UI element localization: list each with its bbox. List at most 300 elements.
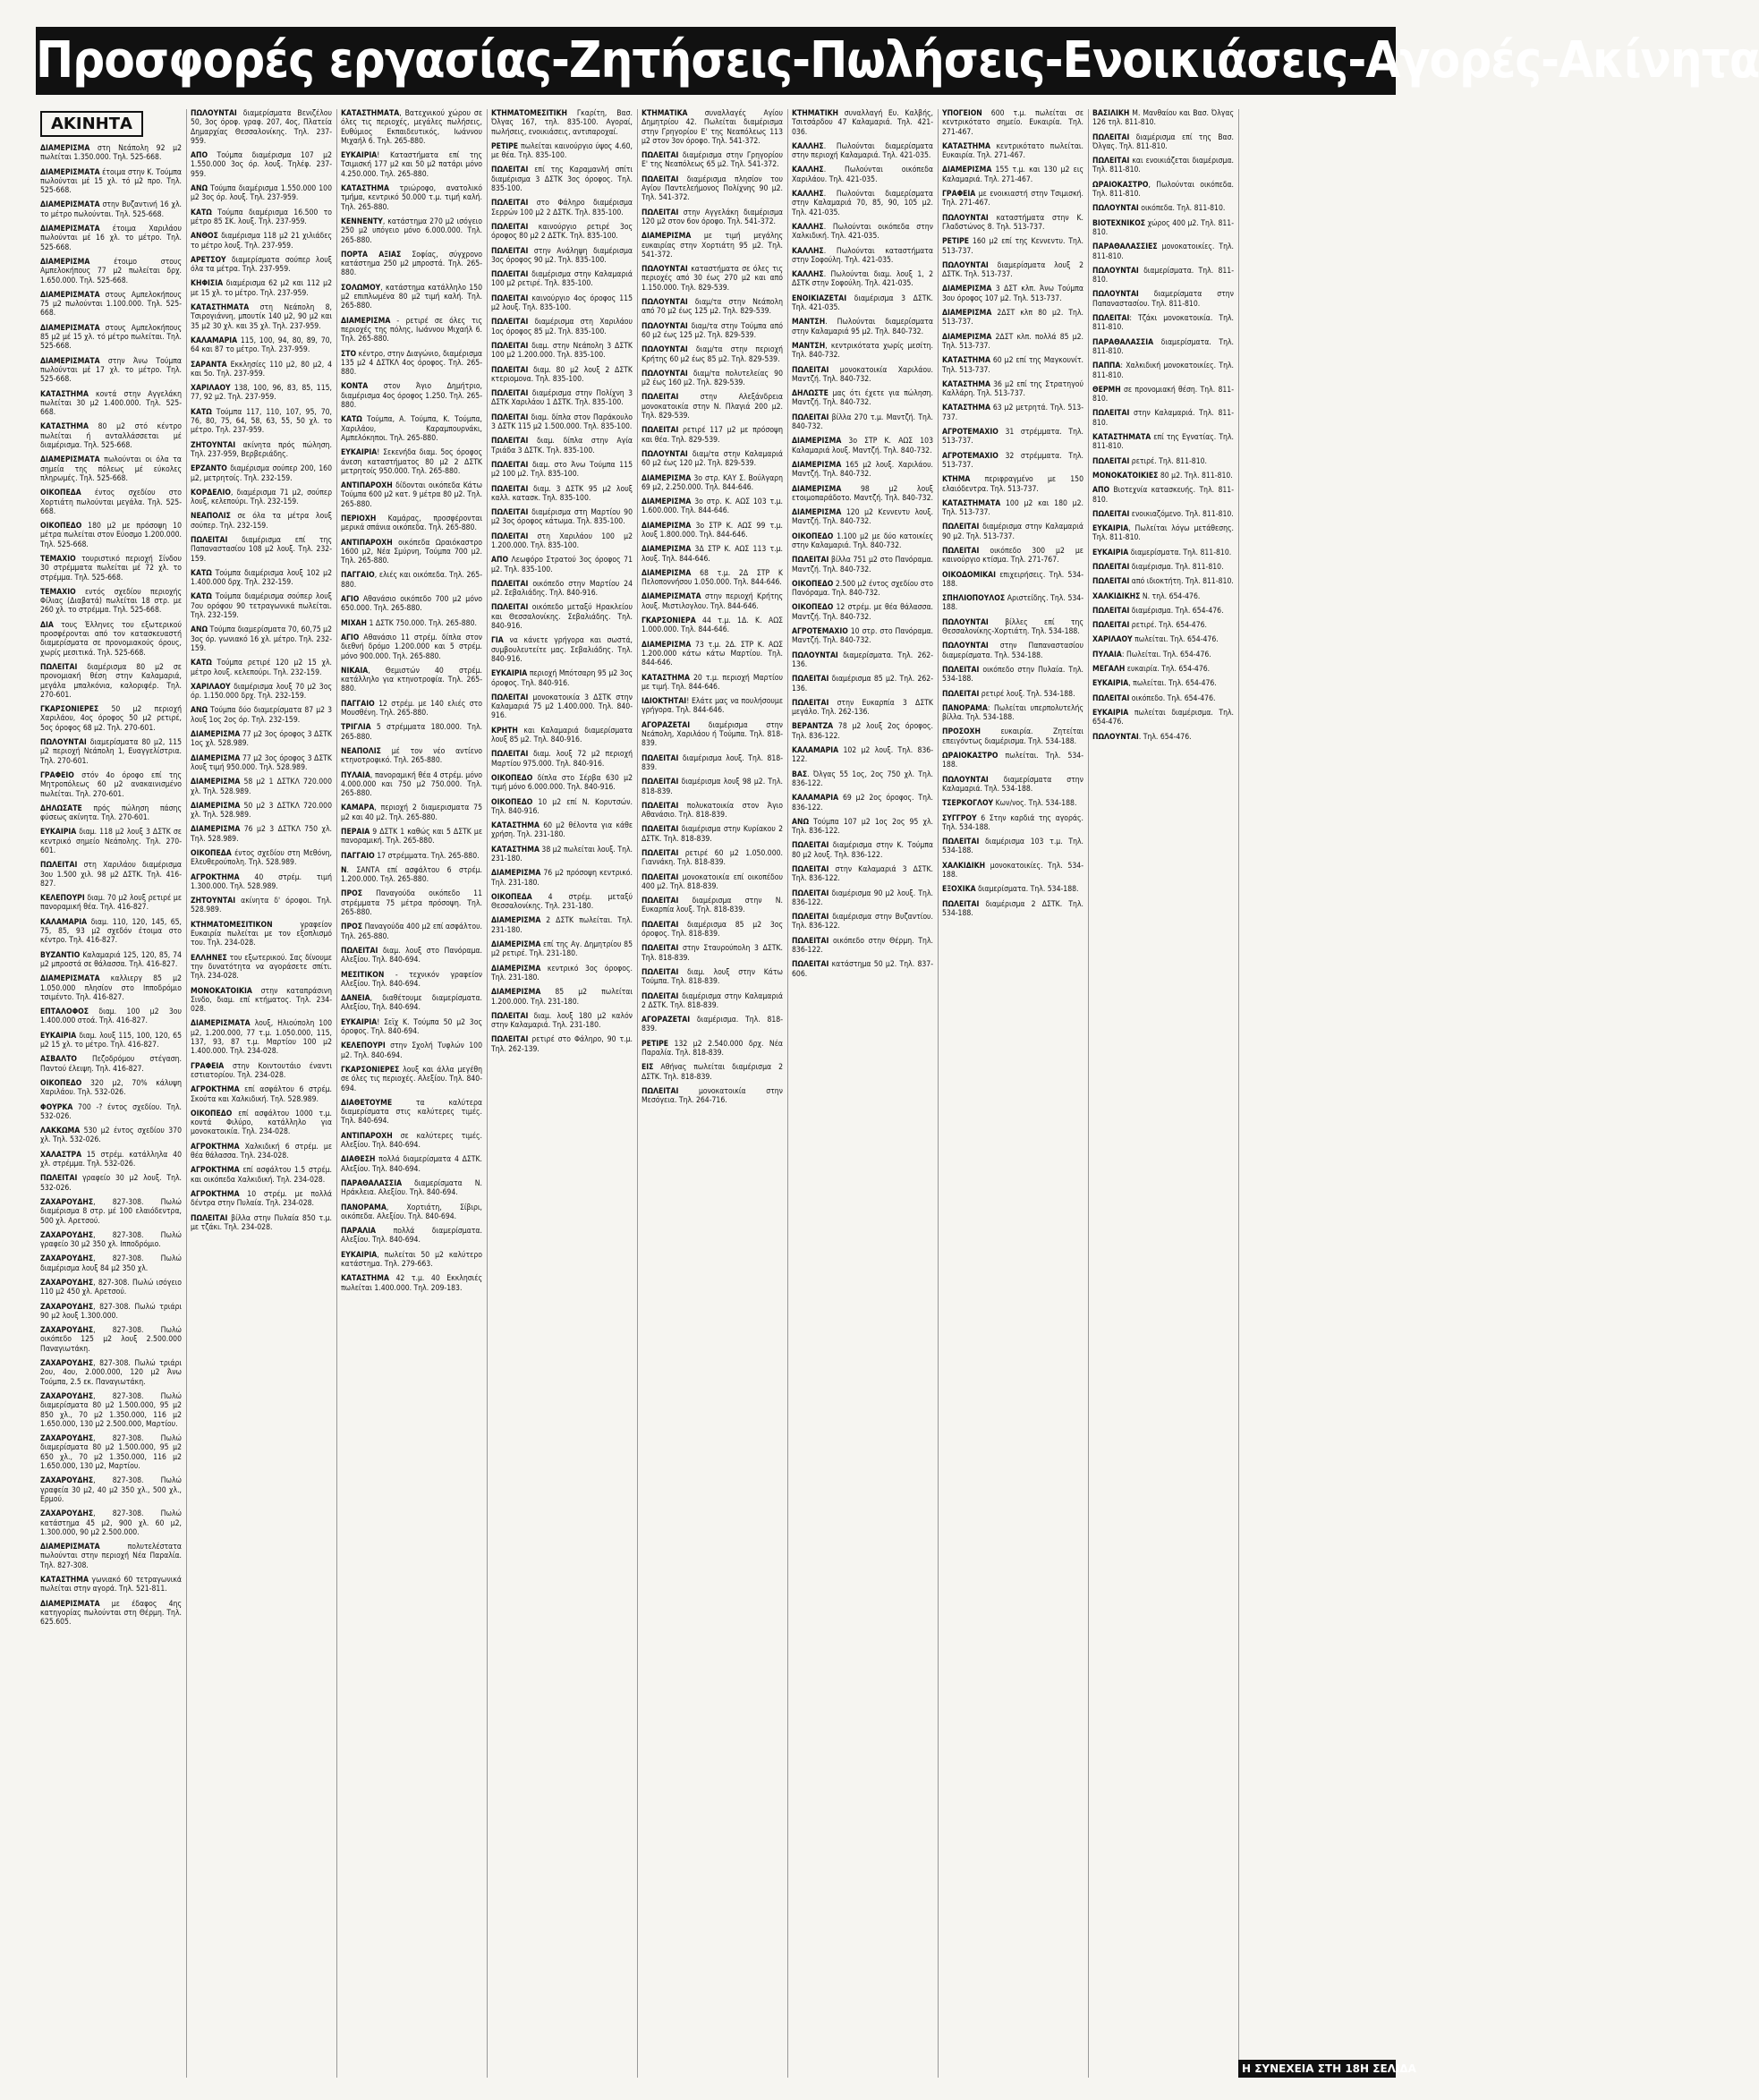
- classified-ad: ΣΟΛΩΜΟΥ, κατάστημα κατάλληλο 150 μ2 επιπλωμένα 80 μ2 τιμή καλή. Τηλ. 265-880.: [341, 283, 482, 311]
- classified-ad: ΚΤΗΜΑΤΙΚΗ συναλλαγή Ευ. Καλβής, Τσιτσάρδου 47 Καλαμαριά. Τηλ. 421-036.: [792, 109, 933, 137]
- classified-ad: ΠΩΛΕΙΤΑΙ οικόπεδο. Τηλ. 654-476.: [1092, 693, 1216, 703]
- classified-ad: ΠΩΛΕΙΤΑΙ καινούργιο 4ος όροφος 115 μ2 λουξ. Τηλ. 835-100.: [491, 293, 633, 313]
- classified-ad: ΝΕΑΠΟΛΙΣ μέ τον νέο αντίενο κτηνοτροφικό. Τηλ. 265-880.: [341, 746, 482, 766]
- section-heading: ΑΚΙΝΗΤΑ: [40, 111, 143, 137]
- classified-ad: ΘΕΡΜΗ σε προνομιακή θέση. Τηλ. 811-810.: [1092, 385, 1234, 404]
- classified-ad: ΠΡΟΣ Παναγούδα 400 μ2 επί ασφάλτου. Τηλ. 265-880.: [341, 922, 482, 941]
- classified-ad: ΧΑΛΚΙΔΙΚΗ μονοκατοικίες. Τηλ. 534-188.: [942, 861, 1083, 880]
- classified-ad: ΠΩΛΕΙΤΑΙ στην Καλαμαριά 3 ΔΣΤΚ. Τηλ. 836-122.: [792, 865, 933, 884]
- classified-ad: ΠΩΛΕΙΤΑΙ στην Καλαμαριά. Τηλ. 811-810.: [1092, 409, 1234, 428]
- classified-ad: ΠΩΛΕΙΤΑΙ μονοκατοικία επί οικοπέδου 400 μ2. Τηλ. 818-839.: [642, 872, 783, 891]
- continued-note: Η ΣΥΝΕΧΕΙΑ ΣΤΗ 18Η ΣΕΛΙΔΑ: [1238, 2060, 1396, 2078]
- classified-ad: ΚΑΤΑΣΤΗΜΑ 38 μ2 πωλείται λουξ. Τηλ. 231-180.: [491, 845, 633, 863]
- classified-ad: ΠΩΛΕΙΤΑΙ οικόπεδο στην Μαρτίου 24 μ2. Σεβαλιάδης. Τηλ. 840-916.: [491, 579, 633, 599]
- classified-ad: ΠΩΛΕΙΤΑΙ ρετιρέ λουξ. Τηλ. 534-188.: [942, 689, 1075, 699]
- classified-ad: ΠΩΛΕΙΤΑΙ στο Φάληρο διαμέρισμα Σερρών 100 μ2 2 ΔΣΤΚ. Τηλ. 835-100.: [491, 199, 633, 217]
- classified-ad: ΚΡΗΤΗ και Καλαμαριά διαμερίσματα λουξ 85 μ2. Τηλ. 840-916.: [491, 726, 633, 745]
- classified-ad: ΠΩΛΕΙΤΑΙ διαμέρισμα στην Βυζαντίου. Τηλ. 836-122.: [792, 913, 933, 931]
- page-banner: Προσφορές εργασίας-Ζητήσεις-Πωλήσεις-Ενοικιάσεις-Αγορές-Ακίνητα: [36, 27, 1396, 95]
- classified-ad: ΔΙΑΜΕΡΙΣΜΑΤΑ στην περιοχή Κρήτης λουξ. Μιστιλογλου. Τηλ. 844-646.: [642, 592, 783, 611]
- classified-ad: ΑΓΡΟΚΤΗΜΑ Χαλκιδική 6 στρέμ. με θέα θάλασσα. Τηλ. 234-028.: [191, 1142, 332, 1161]
- classified-ad: ΑΝΩ Τούμπα 107 μ2 1ος 2ος 95 χλ. Τηλ. 836-122.: [792, 817, 933, 837]
- classified-ad: ΑΝΤΙΠΑΡΟΧΗ δίδονται οικόπεδα Κάτω Τούμπα 600 μ2 κατ. 9 μέτρα 80 μ2. Τηλ. 265-880.: [341, 481, 482, 509]
- classified-ad: ΔΙΑΜΕΡΙΣΜΑ 50 μ2 3 ΔΣΤΚΛ 720.000 χλ. Τηλ. 528.989.: [191, 801, 332, 820]
- classified-ad: ΔΙΑΜΕΡΙΣΜΑ 3ο ΣΤΡ Κ. ΑΩΣ 99 τ.μ. λουξ 1.800.000. Τηλ. 844-646.: [642, 521, 783, 540]
- classified-ad: ΠΩΛΟΥΝΤΑΙ διαμ/τα στην Καλαμαριά 60 μ2 έως 120 μ2. Τηλ. 829-539.: [642, 449, 783, 469]
- classified-ad: ΠΕΡΑΙΑ 9 ΔΣΤΚ 1 καθώς και 5 ΔΣΤΚ με πανοραμική. Τηλ. 265-880.: [341, 828, 482, 846]
- classified-ad: ΠΩΛΕΙΤΑΙ διαμ. στην Νεάπολη 3 ΔΣΤΚ 100 μ2 1.200.000. Τηλ. 835-100.: [491, 341, 633, 361]
- classified-ad: ΒΑΣ. Όλγας 55 1ος, 2ος 750 χλ. Τηλ. 836-122.: [792, 769, 933, 788]
- classified-ad: ΠΩΛΕΙΤΑΙ διαμέρισμα στην Καλαμαριά 90 μ2. Τηλ. 513-737.: [942, 523, 1083, 541]
- classified-ad: ΠΩΛΕΙΤΑΙ διαμέρισμα στην Ν. Ευκαρπία λουξ. Τηλ. 818-839.: [642, 897, 783, 915]
- classified-ad: ΑΝΩ Τούμπα διαμέρισμα 1.550.000 100 μ2 3ος όρ. λουξ. Τηλ. 237-959.: [191, 184, 332, 203]
- classified-ad: ΡΕΤΙΡΕ 160 μ2 επί της Κεννεντυ. Τηλ. 513-737.: [942, 237, 1083, 256]
- classified-ad: ΚΕΝΝΕΝΤΥ, κατάστημα 270 μ2 ισόγειο 250 μ2 υπόγειο μόνο 6.000.000. Τηλ. 265-880.: [341, 217, 482, 245]
- classified-ad: ΚΤΗΜΑ περιφραγμένο με 150 ελαιόδεντρα. Τηλ. 513-737.: [942, 475, 1083, 494]
- classified-ad: ΟΙΚΟΠΕΔΟ 12 στρέμ. με θέα θάλασσα. Μαντζή. Τηλ. 840-732.: [792, 603, 933, 622]
- classified-ad: ΠΩΛΕΙΤΑΙ μονοκατοικία 3 ΔΣΤΚ στην Καλαμαριά 75 μ2 1.400.000. Τηλ. 840-916.: [491, 693, 633, 721]
- column-ads: [792, 109, 933, 979]
- classified-ad: ΚΤΗΜΑΤΟΜΕΣΙΤΙΚΟΝ γραφείον Ευκαιρία πωλείται με τον εξοπλισμό του. Τηλ. 234-028.: [191, 920, 332, 948]
- classified-ad: ΔΙΑΜΕΡΙΣΜΑ 165 μ2 λουξ. Χαριλάου. Μαντζή. Τηλ. 840-732.: [792, 460, 933, 480]
- classified-ad: ΠΩΛΟΥΝΤΑΙ διαμερίσματα λουξ 2 ΔΣΤΚ. Τηλ. 513-737.: [942, 260, 1083, 280]
- classified-ad: ΠΩΛΕΙΤΑΙ διαμέρισμα 80 μ2 σε προνομιακή θέση στην Καλαμαριά, μεγάλα μπαλκόνια, καλοριφέρ. Τηλ. 270-601.: [40, 662, 182, 700]
- column-2: [186, 109, 337, 2078]
- classified-ad: ΠΕΡΙΟΧΗ Καμάρας, προσφέρονται μερικά σπάνια οικόπεδα. Τηλ. 265-880.: [341, 514, 482, 533]
- classified-ad: ΠΩΛΕΙΤΑΙ διαμ. λουξ 180 μ2 καλόν στην Καλαμαριά. Τηλ. 231-180.: [491, 1011, 633, 1031]
- classified-ad: Ν. ΣΑΝΤΑ επί ασφάλτου 6 στρέμ. 1.200.000. Τηλ. 265-880.: [341, 865, 482, 885]
- classified-ad: ΖΑΧΑΡΟΥΔΗΣ, 827-308. Πωλώ τριάρι 90 μ2 λουξ 1.300.000.: [40, 1302, 182, 1321]
- classified-ad: ΚΑΤΩ Τούμπα διαμέρισμα 16.500 το μέτρο 85 ΣΚ. λουξ. Τηλ. 237-959.: [191, 208, 332, 226]
- classified-ad: ΠΩΛΟΥΝΤΑΙ διαμ/τα στην Νεάπολη από 70 μ2 έως 125 μ2. Τηλ. 829-539.: [642, 298, 783, 317]
- classified-ad: ΔΙΑΜΕΡΙΣΜΑΤΑ με έδαφος 4ης κατηγορίας πωλούνται στη Θέρμη. Τηλ. 625.605.: [40, 1599, 182, 1628]
- classified-ad: ΠΩΛΟΥΝΤΑΙ διαμερίσματα. Τηλ. 811-810.: [1092, 266, 1234, 285]
- classified-ad: ΕΥΚΑΙΡΙΑ διαμ. λουξ 115, 100, 120, 65 μ2 15 χλ. το μέτρο. Τηλ. 416-827.: [40, 1031, 182, 1050]
- classified-ad: ΓΚΑΡΣΟΝΙΕΡΕΣ 50 μ2 περιοχή Χαριλάου, 4ος όροφος 50 μ2 ρετιρέ, 5ος όροφος 68 μ2. Τηλ. 270-601.: [40, 705, 182, 733]
- classified-ad: ΕΥΚΑΙΡΙΑ, πωλείται. Τηλ. 654-476.: [1092, 679, 1217, 689]
- classified-ad: ΟΙΚΟΠΕΔΟ επί ασφάλτου 1000 τ.μ. κοντά Φιλύρο, κατάλληλο για μονοκατοικία. Τηλ. 234-028.: [191, 1109, 332, 1137]
- classified-ad: ΠΩΛΕΙΤΑΙ επί της Καραμανλή σπίτι διαμέρισμα 3 ΔΣΤΚ 3ος όροφος. Τηλ. 835-100.: [491, 166, 633, 194]
- classified-ad: ΠΩΛΕΙΤΑΙ καινούργιο ρετιρέ 3ος όροφος 80 μ2 2 ΔΣΤΚ. Τηλ. 835-100.: [491, 222, 633, 242]
- classified-ad: ΚΑΛΑΜΑΡΙΑ 102 μ2 λουξ. Τηλ. 836-122.: [792, 746, 933, 765]
- classified-ad: ΠΩΛΕΙΤΑΙ στην Σταυρούπολη 3 ΔΣΤΚ. Τηλ. 818-839.: [642, 944, 783, 963]
- classified-ad: ΑΓΡΟΚΤΗΜΑ επί ασφάλτου 6 στρέμ. Σκούτα και Χαλκιδική. Τηλ. 528.989.: [191, 1085, 332, 1104]
- column-8: [1088, 109, 1239, 2078]
- classified-ad: ΠΑΓΓΑΙΟ 12 στρέμ. με 140 ελιές στο Μουσθένη. Τηλ. 265-880.: [341, 699, 482, 718]
- classified-ad: ΔΙΑΜΕΡΙΣΜΑ επί της Αγ. Δημητρίου 85 μ2 ρετιρέ. Τηλ. 231-180.: [491, 940, 633, 959]
- classified-ad: ΚΑΤΑΣΤΗΜΑ 63 μ2 μετρητά. Τηλ. 513-737.: [942, 404, 1083, 422]
- classified-ad: ΠΩΛΟΥΝΤΑΙ διαμερίσματα Βενιζέλου 50, 3ος όροφ. γραφ. 207, 4ος, Πλατεία Δημαρχίας Θεσσαλονίκης. Τηλ. 237-959.: [191, 109, 332, 146]
- column-3: [336, 109, 488, 2078]
- classified-ad: ΛΑΚΚΩΜΑ 530 μ2 έντος σχεδίου 370 χλ. Τηλ. 532-026.: [40, 1127, 182, 1145]
- classified-ad: ΚΑΤΑΣΤΗΜΑΤΑ στη Νεάπολη 8, Τσιρογιάννη, μπουτίκ 140 μ2, 90 μ2 και 35 μ2 30 χλ. και 35 χλ. Τηλ. 237-959.: [191, 303, 332, 331]
- classified-ad: ΠΩΛΕΙΤΑΙ διαμέρισμα 85 μ2 3ος όροφος. Τηλ. 818-839.: [642, 920, 783, 939]
- classified-ad: ΚΗΦΙΣΙΑ διαμέρισμα 62 μ2 και 112 μ2 με 15 χλ. το μέτρο. Τηλ. 237-959.: [191, 279, 332, 298]
- classified-ad: ΔΙΑΘΕΣΗ πολλά διαμερίσματα 4 ΔΣΤΚ. Αλεξίου. Τηλ. 840-694.: [341, 1155, 482, 1174]
- classified-ad: ΥΠΟΓΕΙΟΝ 600 τ.μ. πωλείται σε κεντρικότατο σημείο. Ευκαιρία. Τηλ. 271-467.: [942, 109, 1083, 137]
- classified-ad: ΑΓΡΟΚΤΗΜΑ επί ασφάλτου 1.5 στρέμ. και οικόπεδα Χαλκιδική. Τηλ. 234-028.: [191, 1166, 332, 1185]
- classified-ad: ΩΡΑΙΟΚΑΣΤΡΟ, Πωλούνται οικόπεδα. Τηλ. 811-810.: [1092, 180, 1234, 200]
- classified-ad: ΚΤΗΜΑΤΙΚΑ συναλλαγές Αγίου Δημητρίου 42. Πωλείται διαμέρισμα στην Γρηγορίου Ε' της Νεαπόλεως 113 μ2 στον 3ον όροφο. Τηλ. 541-372.: [642, 109, 783, 146]
- classified-ad: ΔΙΑΜΕΡΙΣΜΑ 3ο ΣΤΡ Κ. ΑΩΣ 103 Καλαμαριά λουξ. Μαντζή. Τηλ. 840-732.: [792, 437, 933, 455]
- column-9: [1238, 109, 1416, 2078]
- classified-ad: ΠΩΛΟΥΝΤΑΙ διαμερίσματα στην Παπαναστασίου. Τηλ. 811-810.: [1092, 290, 1234, 309]
- classified-ad: ΖΑΧΑΡΟΥΔΗΣ, 827-308. Πωλώ οικόπεδο 125 μ2 λουξ 2.500.000 Παναγιωτάκη.: [40, 1326, 182, 1354]
- classified-ad: ΙΔΙΟΚΤΗΤΑΙ! Ελάτε μας να πουλήσουμε γρήγορα. Τηλ. 844-646.: [642, 697, 783, 716]
- classified-ad: ΑΓΙΟ Αθανάσιο 11 στρέμ. δίπλα στον διεθνή δρόμο 1.200.000 και 5 στρέμ. μόνο 900.000. Τηλ. 265-880.: [341, 633, 482, 661]
- classified-ad: ΚΑΤΑΣΤΗΜΑ 60 μ2 επί της Μαγκουνίτ. Τηλ. 513-737.: [942, 356, 1083, 375]
- classified-ad: ΠΩΛΟΥΝΤΑΙ διαμ/τα στην περιοχή Κρήτης 60 μ2 έως 85 μ2. Τηλ. 829-539.: [642, 345, 783, 364]
- classified-ad: ΔΙΑΜΕΡΙΣΜΑ 98 μ2 λουξ ετοιμοπαράδοτο. Μαντζή. Τηλ. 840-732.: [792, 484, 933, 503]
- classified-ad: ΠΥΛΑΙΑ: Πωλείται. Τηλ. 654-476.: [1092, 650, 1211, 659]
- classified-ad: ΚΑΛΛΗΣ. Πωλούνται διαμερίσματα στην περιοχή Καλαμαριά. Τηλ. 421-035.: [792, 141, 933, 161]
- classified-ad: ΔΙΑΜΕΡΙΣΜΑ 3Δ ΣΤΡ Κ. ΑΩΣ 113 τ.μ. λουξ. Τηλ. 844-646.: [642, 545, 783, 564]
- classified-ad: ΚΑΛΛΗΣ. Πωλούνται οικόπεδα στην Χαλκιδική. Τηλ. 421-035.: [792, 222, 933, 242]
- classified-ad: ΔΙΑΜΕΡΙΣΜΑΤΑ πολυτελέστατα πωλούνται στην περιοχή Νέα Παραλία. Τηλ. 827-308.: [40, 1543, 182, 1570]
- classified-ad: ΟΙΚΟΠΕΔΟ δίπλα στο Σέρβα 630 μ2 τιμή μόνο 6.000.000. Τηλ. 840-916.: [491, 773, 633, 793]
- classified-ad: ΠΩΛΕΙΤΑΙ διαμέρισμα επί της Παπαναστασίου 108 μ2 λουξ. Τηλ. 232-159.: [191, 535, 332, 564]
- classified-ad: ΑΓΟΡΑΖΕΤΑΙ διαμέρισμα στην Νεάπολη, Χαριλάου ή Τούμπα. Τηλ. 818-839.: [642, 720, 783, 749]
- classified-ad: ΠΩΛΕΙΤΑΙ διαμέρισμα λουξ 98 μ2. Τηλ. 818-839.: [642, 778, 783, 796]
- classified-ad: ΜΙΧΑΗ 1 ΔΣΤΚ 750.000. Τηλ. 265-880.: [341, 618, 477, 628]
- classified-ad: ΚΑΛΛΗΣ. Πωλούνται διαμ. λουξ 1, 2 ΔΣΤΚ στην Σοφούλη. Τηλ. 421-035.: [792, 270, 933, 289]
- classified-ad: ΡΕΤΙΡΕ πωλείται καινούργιο ύψος 4.60, με θέα. Τηλ. 835-100.: [491, 141, 633, 161]
- classified-ad: ΑΡΕΤΣΟΥ διαμερίσματα σούπερ λουξ όλα τα μέτρα. Τηλ. 237-959.: [191, 255, 332, 275]
- classified-ad: ΕΙΣ Αθήνας πωλείται διαμέρισμα 2 ΔΣΤΚ. Τηλ. 818-839.: [642, 1063, 783, 1082]
- classified-ad: ΚΑΤΑΣΤΗΜΑ κοντά στην Αγγελάκη πωλείται 30 μ2 1.400.000. Τηλ. 525-668.: [40, 389, 182, 418]
- classified-ad: ΚΑΤΩ Τούμπα 117, 110, 107, 95, 70, 76, 80, 75, 64, 58, 63, 55, 50 χλ. το μέτρο. Τηλ. 237-959.: [191, 407, 332, 436]
- classified-ad: ΔΙΑΜΕΡΙΣΜΑ έτοιμο στους Αμπελοκήπους 77 μ2 πωλείται δρχ. 1.650.000. Τηλ. 525-668.: [40, 257, 182, 285]
- classified-ad: ΠΑΠΠΑ: Χαλκιδική μονοκατοικίες. Τηλ. 811-810.: [1092, 361, 1234, 380]
- classified-ad: ΖΑΧΑΡΟΥΔΗΣ, 827-308. Πωλώ γραφείο 30 μ2 350 χλ. Ιπποδρόμιο.: [40, 1230, 182, 1250]
- classified-ad: ΕΥΚΑΙΡΙΑ, Πωλείται λόγω μετάθεσης. Τηλ. 811-810.: [1092, 524, 1234, 543]
- column-ads: [942, 109, 1083, 918]
- classified-ad: ΕΥΚΑΙΡΙΑ! Σεϊχ Κ. Τούμπα 50 μ2 3ος όροφος. Τηλ. 840-694.: [341, 1017, 482, 1037]
- classified-ad: ΑΠΟ Τούμπα διαμέρισμα 107 μ2 1.550.000 3ος όρ. λουξ. Τηλέφ. 237-959.: [191, 151, 332, 179]
- classified-ad: ΦΟΥΡΚΑ 700 -? έντος σχεδίου. Τηλ. 532-026.: [40, 1102, 182, 1121]
- column-5: [637, 109, 788, 2078]
- classified-ad: ΠΩΛΟΥΝΤΑΙ οικόπεδα. Τηλ. 811-810.: [1092, 204, 1226, 214]
- classified-ad: ΟΙΚΟΠΕΔΟ 180 μ2 με πρόσοψη 10 μέτρα πωλείται στον Εύοσμο 1.200.000. Τηλ. 525-668.: [40, 522, 182, 549]
- classified-ad: ΠΩΛΟΥΝΤΑΙ διαμερίσματα στην Καλαμαριά. Τηλ. 534-188.: [942, 775, 1083, 794]
- classified-ad: ΚΑΛΑΜΑΡΙΑ διαμ. 110, 120, 145, 65, 75, 85, 93 μ2 σχεδόν έτοιμα στο κέντρο. Τηλ. 416-827.: [40, 917, 182, 946]
- classified-ad: ΚΑΤΑΣΤΗΜΑ 20 τ.μ. περιοχή Μαρτίου με τιμή. Τηλ. 844-646.: [642, 673, 783, 692]
- classified-ad: ΕΥΚΑΙΡΙΑ! Σεκενήδα διαμ. 5ος όροφος άνεση καταστήματος 80 μ2 2 ΔΣΤΚ μετρητοίς 950.000. Τηλ. 265-880.: [341, 448, 482, 476]
- classified-ad: ΧΑΡΙΛΑΟΥ 138, 100, 96, 83, 85, 115, 77, 92 μ2. Τηλ. 237-959.: [191, 384, 332, 403]
- classified-ad: ΔΙΑΜΕΡΙΣΜΑΤΑ καλλιεργ 85 μ2 1.050.000 πλησίον στο Ιπποδρόμιο τσιμέντο. Τηλ. 416-827.: [40, 974, 182, 1002]
- classified-ad: ΠΩΛΕΙΤΑΙ διαμέρισμα στην Κυρίακου 2 ΔΣΤΚ. Τηλ. 818-839.: [642, 825, 783, 844]
- classified-ad: ΠΩΛΕΙΤΑΙ διαμέρισμα στην Πολίχνη 3 ΔΣΤΚ Χαριλάου 1 ΔΣΤΚ. Τηλ. 835-100.: [491, 389, 633, 408]
- classified-ad: ΣΠΗΛΙΟΠΟΥΛΟΣ Αριστείδης. Τηλ. 534-188.: [942, 594, 1083, 613]
- classified-ad: ΠΩΛΕΙΤΑΙ στην Ευκαρπία 3 ΔΣΤΚ μεγάλο. Τηλ. 262-136.: [792, 698, 933, 718]
- classified-ad: ΠΑΡΑΘΑΛΑΣΣΙΑ διαμερίσματα Ν. Ηράκλεια. Αλεξίου. Τηλ. 840-694.: [341, 1178, 482, 1198]
- classified-ad: ΚΑΛΛΗΣ. Πωλούνται διαμερίσματα στην Καλαμαριά 70, 85, 90, 105 μ2. Τηλ. 421-035.: [792, 190, 933, 217]
- classified-ad: ΠΩΛΕΙΤΑΙ οικόπεδο στην Θέρμη. Τηλ. 836-122.: [792, 936, 933, 956]
- classified-ad: ΠΩΛΕΙΤΑΙ και ενοικιάζεται διαμέρισμα. Τηλ. 811-810.: [1092, 157, 1234, 175]
- column-ads: [191, 109, 332, 1232]
- classified-ad: ΚΤΗΜΑΤΟΜΕΣΙΤΙΚΗ Γκαρίτη, Βασ. Όλγας 167, τηλ. 835-100. Αγοραί, πωλήσεις, ενοικιάσεις, αντιπαροχαί.: [491, 109, 633, 137]
- classified-ad: ΤΕΜΑΧΙΟ τουριστικό περιοχή Σίνδου 30 στρέμματα πωλείται μέ 72 χλ. το στρέμμα. Τηλ. 525-668.: [40, 554, 182, 582]
- classified-ad: ΠΩΛΕΙΤΑΙ στη Χαριλάου διαμέρισμα 3ου 1.500 χιλ. 98 μ2 ΔΣΤΚ. Τηλ. 416-827.: [40, 861, 182, 888]
- classified-ad: ΠΩΛΟΥΝΤΑΙ διαμ/τα πολυτελείας 90 μ2 έως 160 μ2. Τηλ. 829-539.: [642, 369, 783, 388]
- classified-ad: ΕΥΚΑΙΡΙΑ διαμ. 118 μ2 λουξ 3 ΔΣΤΚ σε κεντρικό σημείο Νεάπολης. Τηλ. 270-601.: [40, 828, 182, 855]
- classified-ad: ΕΥΚΑΙΡΙΑ διαμερίσματα. Τηλ. 811-810.: [1092, 548, 1232, 557]
- classified-ad: ΔΙΑΜΕΡΙΣΜΑΤΑ έτοιμα στην Κ. Τούμπα πωλούνται μέ 15 χλ. τό μ2 προ. Τηλ. 525-668.: [40, 167, 182, 196]
- classified-ad: ΠΩΛΕΙΤΑΙ πολυκατοικία στον Άγιο Αθανάσιο. Τηλ. 818-839.: [642, 801, 783, 820]
- classified-ad: ΠΩΛΕΙΤΑΙ διαμ. δίπλα στον Παράκουλο 3 ΔΣΤΚ 115 μ2 1.500.000. Τηλ. 835-100.: [491, 412, 633, 432]
- classified-ad: ΖΗΤΟΥΝΤΑΙ ακίνητα δ' όροφοι. Τηλ. 528.989.: [191, 897, 332, 915]
- classified-ad: ΔΙΑΜΕΡΙΣΜΑΤΑ στην Άνω Τούμπα πωλούνται μέ 17 χλ. το μέτρο. Τηλ. 525-668.: [40, 356, 182, 385]
- classified-ad: ΚΑΤΩ Τούμπα, Α. Τούμπα, Κ. Τούμπα, Χαριλάου, Καραμπουρνάκι, Αμπελόκηποι. Τηλ. 265-880.: [341, 415, 482, 443]
- classified-ad: ΠΩΛΕΙΤΑΙ διαμ. δίπλα στην Αγία Τριάδα 3 ΔΣΤΚ. Τηλ. 835-100.: [491, 437, 633, 455]
- classified-ad: ΔΙΑΜΕΡΙΣΜΑ 77 μ2 3ος όροφος 3 ΔΣΤΚ 1ος χλ. 528.989.: [191, 730, 332, 749]
- classified-ad: ΠΩΛΕΙΤΑΙ διαμέρισμα 85 μ2. Τηλ. 262-136.: [792, 675, 933, 693]
- classified-ad: ΔΗΛΩΣΤΕ μας ότι έχετε για πώληση. Μαντζή. Τηλ. 840-732.: [792, 389, 933, 408]
- classified-ad: ΠΑΡΑΘΑΛΑΣΣΙΑ διαμερίσματα. Τηλ. 811-810.: [1092, 337, 1234, 356]
- classified-ad: ΠΩΛΕΙΤΑΙ από ιδιοκτήτη. Τηλ. 811-810.: [1092, 577, 1234, 587]
- classified-ad: ΠΩΛΕΙΤΑΙ στην Ανάληψη διαμέρισμα 3ος όροφος 90 μ2. Τηλ. 835-100.: [491, 246, 633, 265]
- classified-ad: ΔΙΑΜΕΡΙΣΜΑΤΑ στους Αμπελοκήπους 75 μ2 πωλούνται 1.100.000. Τηλ. 525-668.: [40, 290, 182, 319]
- classified-ad: ΠΑΝΟΡΑΜΑ: Πωλείται υπερπολυτελής βίλλα. Τηλ. 534-188.: [942, 703, 1083, 723]
- classified-ad: ΠΩΛΕΙΤΑΙ διαμέρισμα στην Γρηγορίου Ε' της Νεαπόλεως 65 μ2. Τηλ. 541-372.: [642, 151, 783, 170]
- classified-ad: ΔΙΑΜΕΡΙΣΜΑΤΑ λουξ, Ηλιούπολη 100 μ2, 1.200.000, 77 τ.μ. 1.050.000, 115, 137, 93, 87 τ.μ. Μαρτίου 100 μ2 1.400.000. Τηλ. 234-028.: [191, 1019, 332, 1057]
- classified-ad: ΟΙΚΟΠΕΔΟ 10 μ2 επί Ν. Κορυτσών. Τηλ. 840-916.: [491, 797, 633, 816]
- classified-ad: ΠΩΛΕΙΤΑΙ διαμέρισμα 2 ΔΣΤΚ. Τηλ. 534-188.: [942, 899, 1083, 918]
- classified-ad: ΜΑΝΤΣΗ. Πωλούνται διαμερίσματα στην Καλαμαριά 95 μ2. Τηλ. 840-732.: [792, 318, 933, 336]
- classified-ad: ΓΚΑΡΣΟΝΙΕΡΕΣ λουξ και άλλα μεγέθη σε όλες τις περιοχές. Αλεξίου. Τηλ. 840-694.: [341, 1065, 482, 1093]
- classified-ad: ΠΩΛΟΥΝΤΑΙ διαμερίσματα. Τηλ. 262-136.: [792, 650, 933, 669]
- classified-ad: ΑΓΡΟΚΤΗΜΑ 10 στρέμ. με πολλά δέντρα στην Πυλαία. Τηλ. 234-028.: [191, 1189, 332, 1209]
- classified-ad: ΠΩΛΕΙΤΑΙ στη Χαριλάου 100 μ2 1.200.000. Τηλ. 835-100.: [491, 531, 633, 550]
- classified-ad: ΑΝΩ Τούμπα διαμερίσματα 70, 60,75 μ2 3ος όρ. γωνιακό 16 χλ. μέτρο. Τηλ. 232-159.: [191, 625, 332, 653]
- classified-ad: ΠΩΛΕΙΤΑΙ οικόπεδο μεταξύ Ηρακλείου και Θεσσαλονίκης. Σεβαλιάδης. Τηλ. 840-916.: [491, 603, 633, 632]
- classified-ad: ΟΙΚΟΠΕΔΑ 4 στρέμ. μεταξύ Θεσσαλονίκης. Τηλ. 231-180.: [491, 892, 633, 912]
- classified-ad: ΑΣΒΑΛΤΟ Πεζοδρόμου στέγαση. Παντού έλειψη. Τηλ. 416-827.: [40, 1055, 182, 1074]
- classified-ad: ΠΩΛΕΙΤΑΙ οικόπεδο στην Πυλαία. Τηλ. 534-188.: [942, 665, 1083, 684]
- classified-ad: ΔΙΑΜΕΡΙΣΜΑ 85 μ2 πωλείται 1.200.000. Τηλ. 231-180.: [491, 988, 633, 1007]
- classified-ad: ΠΩΛΕΙΤΑΙ διαμ. στο Άνω Τούμπα 115 μ2 100 μ2. Τηλ. 835-100.: [491, 460, 633, 480]
- classified-ad: ΝΙΚΑΙΑ, Θεμιστών 40 στρέμ. κατάλληλο για κτηνοτροφία. Τηλ. 265-880.: [341, 666, 482, 694]
- classified-ad: ΕΛΛΗΝΕΣ του εξωτερικού. Σας δίνουμε την δυνατότητα να αγοράσετε σπίτι. Τηλ. 234-028.: [191, 953, 332, 982]
- classified-ad: ΚΑΤΑΣΤΗΜΑΤΑ 100 μ2 και 180 μ2. Τηλ. 513-737.: [942, 498, 1083, 518]
- classified-ad: ΕΥΚΑΙΡΙΑ, πωλείται 50 μ2 καλύτερο κατάστημα. Τηλ. 279-663.: [341, 1250, 482, 1269]
- classified-ad: ΜΟΝΟΚΑΤΟΙΚΙΕΣ 80 μ2. Τηλ. 811-810.: [1092, 471, 1233, 480]
- classified-ad: ΠΩΛΕΙΤΑΙ στην Αλεξάνδρεια μονοκατοικία στην Ν. Πλαγιά 200 μ2. Τηλ. 829-539.: [642, 393, 783, 421]
- classified-ad: ΠΩΛΕΙΤΑΙ ρετιρέ. Τηλ. 811-810.: [1092, 456, 1207, 466]
- classified-ad: ΠΩΛΕΙΤΑΙ διαμέρισμα επί της Βασ. Όλγας. Τηλ. 811-810.: [1092, 132, 1234, 151]
- classified-ad: ΠΩΛΕΙΤΑΙ ρετιρέ. Τηλ. 654-476.: [1092, 621, 1207, 631]
- classified-ad: ΑΝΩ Τούμπα δύο διαμερίσματα 87 μ2 3 λουξ 1ος 2ος όρ. Τηλ. 232-159.: [191, 706, 332, 725]
- classified-ad: ΠΩΛΕΙΤΑΙ διαμ. λουξ 72 μ2 περιοχή Μαρτίου 975.000. Τηλ. 840-916.: [491, 750, 633, 769]
- classified-ad: ΜΑΝΤΣΗ, κεντρικότατα χωρίς μεσίτη. Τηλ. 840-732.: [792, 341, 933, 361]
- classified-ad: ΠΡΟΣΟΧΗ ευκαιρία. Ζητείται επειγόντως διαμέρισμα. Τηλ. 534-188.: [942, 727, 1083, 746]
- classified-ad: ΣΤΟ κέντρο, στην Διαγώνιο, διαμέρισμα 135 μ2 4 ΔΣΤΚΛ 4ος όροφος. Τηλ. 265-880.: [341, 349, 482, 378]
- classified-ad: ΠΩΛΕΙΤΑΙ μονοκατοικία στην Μεσόγεια. Τηλ. 264-716.: [642, 1086, 783, 1106]
- classified-ad: ΔΙΑΜΕΡΙΣΜΑ 68 τ.μ. 2Δ ΣΤΡ Κ Πελοποννήσου 1.050.000. Τηλ. 844-646.: [642, 568, 783, 588]
- classified-ad: ΚΑΤΑΣΤΗΜΑΤΑ επί της Εγνατίας. Τηλ. 811-810.: [1092, 433, 1234, 452]
- classified-ad: ΠΩΛΕΙΤΑΙ διαμ. 80 μ2 λουξ 2 ΔΣΤΚ κτεριομονα. Τηλ. 835-100.: [491, 365, 633, 384]
- classified-ad: ΕΥΚΑΙΡΙΑ περιοχή Μπότσαρη 95 μ2 3ος όροφος. Τηλ. 840-916.: [491, 669, 633, 688]
- classified-ad: ΔΙΑΜΕΡΙΣΜΑ κεντρικό 3ος όροφος. Τηλ. 231-180.: [491, 964, 633, 982]
- classified-ad: ΚΟΡΔΕΛΙΟ, διαμέρισμα 71 μ2, σούπερ λουξ, κελεπούρι. Τηλ. 232-159.: [191, 488, 332, 507]
- classified-ad: ΓΡΑΦΕΙΑ με ενοικιαστή στην Τσιμισκή. Τηλ. 271-467.: [942, 190, 1083, 208]
- classified-ad: ΠΩΛΕΙΤΑΙ διαμέρισμα 103 τ.μ. Τηλ. 534-188.: [942, 837, 1083, 856]
- classified-ad: ΕΥΚΑΙΡΙΑ πωλείται διαμέρισμα. Τηλ. 654-476.: [1092, 708, 1234, 727]
- classified-ad: ΑΓΡΟΤΕΜΑΧΙΟ 10 στρ. στο Πανόραμα. Μαντζή. Τηλ. 840-732.: [792, 627, 933, 646]
- column-7: [938, 109, 1089, 2078]
- classified-ad: ΠΩΛΕΙΤΑΙ ρετιρέ στο Φάληρο, 90 τ.μ. Τηλ. 262-139.: [491, 1035, 633, 1054]
- classified-ad: ΖΑΧΑΡΟΥΔΗΣ, 827-308. Πωλώ διαμέρισμα 8 στρ. μέ 100 ελαιόδεντρα, 500 χλ. Αρετσού.: [40, 1197, 182, 1226]
- classified-ad: ΖΑΧΑΡΟΥΔΗΣ, 827-308. Πωλώ τριάρι 2ου, 4ου, 2.000.000, 120 μ2 Άνω Τούμπα, 2.5 εκ. Παναγιωτάκη.: [40, 1359, 182, 1387]
- column-ads: [642, 109, 783, 1106]
- classified-ad: ΔΗΛΩΣΑΤΕ πρός πώληση πάσης φύσεως ακίνητα. Τηλ. 270-601.: [40, 803, 182, 823]
- classified-ad: ΩΡΑΙΟΚΑΣΤΡΟ πωλείται. Τηλ. 534-188.: [942, 752, 1083, 770]
- classified-ad: ΓΡΑΦΕΙΑ στην Κοιντουτάιο έναντι εστιατορίου. Τηλ. 234-028.: [191, 1061, 332, 1080]
- classified-ad: ΚΑΛΛΗΣ. Πωλούνται οικόπεδα Χαριλάου. Τηλ. 421-035.: [792, 166, 933, 184]
- classified-ad: ΚΑΤΑΣΤΗΜΑ γωνιακό 60 τετραγωνικά πωλείται στην αγορά. Τηλ. 521-811.: [40, 1576, 182, 1594]
- classified-ad: ΔΙΑΜΕΡΙΣΜΑΤΑ έτοιμα Χαριλάου πωλούνται μέ 16 χλ. το μέτρο. Τηλ. 525-668.: [40, 225, 182, 252]
- classified-ad: ΜΟΝΟΚΑΤΟΙΚΙΑ στην καταπράσινη Σινδο, διαμ. επί κτήματος. Τηλ. 234-028.: [191, 986, 332, 1015]
- classified-ad: ΑΓΡΟΚΤΗΜΑ 40 στρέμ. τιμή 1.300.000. Τηλ. 528.989.: [191, 872, 332, 891]
- classified-ad: ΚΑΤΑΣΤΗΜΑ 80 μ2 στό κέντρο πωλείται ή ανταλλάσσεται μέ διαμέρισμα. Τηλ. 525-668.: [40, 422, 182, 451]
- classified-ad: ΟΙΚΟΠΕΔΑ έντος σχεδίου στο Χορτιάτη πωλούνται μεγάλα. Τηλ. 525-668.: [40, 489, 182, 516]
- classified-ad: ΠΩΛΕΙΤΑΙ διαμέρισμα λουξ. Τηλ. 818-839.: [642, 753, 783, 772]
- classified-ad: ΠΩΛΕΙΤΑΙ διαμέρισμα. Τηλ. 811-810.: [1092, 562, 1224, 572]
- classified-ad: ΖΗΤΟΥΝΤΑΙ ακίνητα πρός πώληση. Τηλ. 237-959, Βερβεριάδης.: [191, 440, 332, 459]
- classified-ad: ΜΕΓΑΛΗ ευκαιρία. Τηλ. 654-476.: [1092, 665, 1211, 675]
- classified-ad: ΚΑΜΑΡΑ, περιοχή 2 διαμερισματα 75 μ2 και 40 μ2. Τηλ. 265-880.: [341, 803, 482, 822]
- classified-ad: ΚΑΤΑΣΤΗΜΑ 42 τ.μ. 40 Εκκλησιές πωλείται 1.400.000. Τηλ. 209-183.: [341, 1274, 482, 1293]
- classified-ad: ΖΑΧΑΡΟΥΔΗΣ, 827-308. Πωλώ γραφεία 30 μ2, 40 μ2 350 χλ., 500 χλ., Ερμού.: [40, 1476, 182, 1504]
- classified-ad: ΔΙΑΜΕΡΙΣΜΑ με τιμή μεγάλης ευκαιρίας στην Χορτιάτη 95 μ2. Τηλ. 541-372.: [642, 232, 783, 259]
- classified-ad: ΠΩΛΟΥΝΤΑΙ στην Παπαναστασίου διαμερίσματα. Τηλ. 534-188.: [942, 642, 1083, 660]
- classified-ad: ΔΙΑΜΕΡΙΣΜΑ 120 μ2 Κεννεντυ λουξ. Μαντζή. Τηλ. 840-732.: [792, 508, 933, 527]
- classified-ad: ΑΠΟ Λεωφόρο Στρατού 3ος όροφος 71 μ2. Τηλ. 835-100.: [491, 556, 633, 574]
- classified-ad: ΚΑΤΑΣΤΗΜΑ 60 μ2 θέλοντα για κάθε χρήση. Τηλ. 231-180.: [491, 821, 633, 840]
- classified-ad: ΠΩΛΕΙΤΑΙ ρετιρέ 60 μ2 1.050.000. Γιαννάκη. Τηλ. 818-839.: [642, 849, 783, 868]
- classified-ad: ΔΙΑΜΕΡΙΣΜΑ 155 τ.μ. και 130 μ2 εις Καλαμαριά. Τηλ. 271-467.: [942, 166, 1083, 184]
- classified-ad: ΠΩΛΟΥΝΤΑΙ καταστήματα σε όλες τις περιοχές από 30 έως 270 μ2 και από 1.150.000. Τηλ. 829-539.: [642, 265, 783, 293]
- classified-ad: ΝΕΑΠΟΛΙΣ σε όλα τα μέτρα λουξ σούπερ. Τηλ. 232-159.: [191, 512, 332, 531]
- classified-ad: ΖΑΧΑΡΟΥΔΗΣ, 827-308. Πωλώ διαμέρισμα λουξ 84 μ2 350 χλ.: [40, 1254, 182, 1273]
- classified-ad: ΑΓΙΟ Αθανάσιο οικόπεδο 700 μ2 μόνο 650.000. Τηλ. 265-880.: [341, 595, 482, 614]
- classified-ad: ΔΙΑΜΕΡΙΣΜΑ 76 μ2 πρόσοψη κεντρικό. Τηλ. 231-180.: [491, 869, 633, 888]
- classified-ad: ΠΩΛΕΙΤΑΙ διαμέρισμα στη Μαρτίου 90 μ2 3ος όροφος κάτωμα. Τηλ. 835-100.: [491, 508, 633, 527]
- classified-ad: ΑΓΡΟΤΕΜΑΧΙΟ 31 στρέμματα. Τηλ. 513-737.: [942, 428, 1083, 446]
- classified-ad: ΠΩΛΕΙΤΑΙ διαμέρισμα 90 μ2 λουξ. Τηλ. 836-122.: [792, 888, 933, 907]
- classified-ad: ΧΑΡΙΛΑΟΥ διαμέρισμα λουξ 70 μ2 3ος όρ. 1.150.000 δρχ. Τηλ. 232-159.: [191, 682, 332, 701]
- column-4: [487, 109, 638, 2078]
- classified-ad: ΜΕΣΙΤΙΚΟΝ - τεχνικόν γραφείον Αλεξίου. Τηλ. 840-694.: [341, 970, 482, 989]
- classified-ad: ΕΥΚΑΙΡΙΑ! Καταστήματα επί της Τσιμισκή 177 μ2 και 50 μ2 πατάρι μόνο 4.250.000. Τηλ. 265-880.: [341, 151, 482, 179]
- classified-ad: ΠΩΛΕΙΤΑΙ μονοκατοικία Χαριλάου. Μαντζή. Τηλ. 840-732.: [792, 365, 933, 384]
- classified-ad: ΔΙΑΜΕΡΙΣΜΑ 3 ΔΣΤ κλπ. Άνω Τούμπα 3ου όροφος 107 μ2. Τηλ. 513-737.: [942, 285, 1083, 303]
- column-1: [36, 109, 187, 2078]
- classified-ad: ΠΩΛΕΙΤΑΙ κατάστημα 50 μ2. Τηλ. 837-606.: [792, 960, 933, 979]
- classified-ad: ΔΙΑΜΕΡΙΣΜΑ 77 μ2 3ος όροφος 3 ΔΣΤΚ λουξ τιμή 950.000. Τηλ. 528.989.: [191, 753, 332, 772]
- classified-ad: ΠΩΛΕΙΤΑΙ βίλλα στην Πυλαία 850 τ.μ. με τζάκι. Τηλ. 234-028.: [191, 1213, 332, 1232]
- classified-ad: ΚΑΤΑΣΤΗΜΑ 36 μ2 επί της Στρατηγού Καλλάρη. Τηλ. 513-737.: [942, 379, 1083, 399]
- classified-ad: ΠΩΛΟΥΝΤΑΙ διαμ/τα στην Τούμπα από 60 μ2 έως 125 μ2. Τηλ. 829-539.: [642, 321, 783, 340]
- classified-ad: ΟΙΚΟΠΕΔΑ έντος σχεδίου στη Μεθόνη, Ελευθερούπολη. Τηλ. 528.989.: [191, 849, 332, 868]
- classified-ad: ΠΩΛΕΙΤΑΙ διαμέρισμα στην Κ. Τούμπα 80 μ2 λουξ. Τηλ. 836-122.: [792, 841, 933, 860]
- classified-ad: ΔΙΑΜΕΡΙΣΜΑ 58 μ2 1 ΔΣΤΚΛ 720.000 χλ. Τηλ. 528.989.: [191, 778, 332, 796]
- classified-ad: ΠΩΛΕΙΤΑΙ στην Αγγελάκη διαμέρισμα 120 μ2 στον 6ον όροφο. Τηλ. 541-372.: [642, 208, 783, 226]
- classified-ad: ΚΑΤΑΣΤΗΜΑ κεντρικότατο πωλείται. Ευκαιρία. Τηλ. 271-467.: [942, 141, 1083, 161]
- classified-ad: ΟΙΚΟΠΕΔΟ 320 μ2, 70% κάλυψη Χαριλάου. Τηλ. 532-026.: [40, 1078, 182, 1098]
- classified-ad: ΣΑΡΑΝΤΑ Εκκλησίες 110 μ2, 80 μ2, 4 και 5ο. Τηλ. 237-959.: [191, 360, 332, 378]
- classified-ad: ΕΠΤΑΛΟΦΟΣ διαμ. 100 μ2 3ου 1.400.000 στοά. Τηλ. 416-827.: [40, 1007, 182, 1026]
- classified-ad: ΠΩΛΟΥΝΤΑΙ βίλλες επί της Θεσσαλονίκης-Χορτιάτη. Τηλ. 534-188.: [942, 617, 1083, 637]
- classified-ad: ΠΩΛΟΥΝΤΑΙ καταστήματα στην Κ. Γλαδστώνος 8. Τηλ. 513-737.: [942, 213, 1083, 232]
- classified-ad: ΔΙΑΜΕΡΙΣΜΑ 3ο στρ. Κ. ΑΩΣ 103 τ.μ. 1.600.000. Τηλ. 844-646.: [642, 497, 783, 516]
- classified-ad: ΕΡΖΑΝΤΟ διαμέρισμα σούπερ 200, 160 μ2, μετρητοίς. Τηλ. 232-159.: [191, 464, 332, 483]
- classified-ad: ΠΑΓΓΑΙΟ, ελιές και οικόπεδα. Τηλ. 265-880.: [341, 571, 482, 590]
- classified-ad: ΑΝΤΙΠΑΡΟΧΗ σε καλύτερες τιμές. Αλεξίου. Τηλ. 840-694.: [341, 1131, 482, 1151]
- classified-ad: ΚΑΛΑΜΑΡΙΑ 69 μ2 2ος όροφος. Τηλ. 836-122.: [792, 794, 933, 812]
- classified-ad: ΔΙΑ τους Έλληνες του εξωτερικού προσφέρονται από τον κατασκευαστή διαμερίσματα σε προνομιακούς όρους, χωρίς μεσιτικά. Τηλ. 525-668.: [40, 620, 182, 658]
- column-ads: [1092, 109, 1234, 742]
- classified-ad: ΕΝΟΙΚΙΑΖΕΤΑΙ διαμέρισμα 3 ΔΣΤΚ. Τηλ. 421-035.: [792, 293, 933, 313]
- classified-ad: ΠΑΡΑΛΙΑ πολλά διαμερίσματα. Αλεξίου. Τηλ. 840-694.: [341, 1227, 482, 1246]
- classified-ad: ΠΩΛΕΙΤΑΙ διαμέρισμα στην Καλαμαριά 2 ΔΣΤΚ. Τηλ. 818-839.: [642, 991, 783, 1010]
- classified-ad: ΖΑΧΑΡΟΥΔΗΣ, 827-308. Πωλώ διαμερίσματα 80 μ2 1.500.000, 95 μ2 850 χλ., 70 μ2 1.350.000, 116 μ2 1.650.000, 130 μ2 2.500.000, Μαρτίου.: [40, 1391, 182, 1429]
- classified-ad: ΔΙΑΜΕΡΙΣΜΑΤΑ πωλούνται οι όλα τα σημεία της πόλεως μέ εύκολες πληρωμές. Τηλ. 525-668.: [40, 455, 182, 483]
- classified-ad: ΚΑΤΩ Τούμπα ρετιρέ 120 μ2 15 χλ. μέτρο λουξ. κελεπούρι. Τηλ. 232-159.: [191, 659, 332, 677]
- classified-ad: ΖΑΧΑΡΟΥΔΗΣ, 827-308. Πωλώ κατάστημα 45 μ2, 900 χλ. 60 μ2, 1.300.000, 90 μ2 2.500.000.: [40, 1509, 182, 1537]
- classified-ad: ΓΚΑΡΣΟΝΙΕΡΑ 44 τ.μ. 1Δ. Κ. ΑΩΣ 1.000.000. Τηλ. 844-646.: [642, 616, 783, 635]
- classified-ad: ΔΙΑΜΕΡΙΣΜΑ 2 ΔΣΤΚ πωλείται. Τηλ. 231-180.: [491, 916, 633, 935]
- classified-ad: ΠΟΡΤΑ ΑΞΙΑΣ Σοφίας, σύγχρονο κατάστημα 250 μ2 μπροστά. Τηλ. 265-880.: [341, 250, 482, 278]
- classified-ad: ΠΩΛΕΙΤΑΙ διαμ. λουξ στην Κάτω Τούμπα. Τηλ. 818-839.: [642, 967, 783, 987]
- classified-ad: ΧΑΡΙΛΑΟΥ πωλείται. Τηλ. 654-476.: [1092, 635, 1219, 645]
- classified-ad: ΠΩΛΕΙΤΑΙ διαμ. λουξ στο Πανόραμα. Αλεξίου. Τηλ. 840-694.: [341, 946, 482, 965]
- classified-ad: ΧΑΛΑΣΤΡΑ 15 στρέμ. κατάλληλα 40 χλ. στρέμμα. Τηλ. 532-026.: [40, 1150, 182, 1169]
- classified-ad: ΚΑΤΩ Τούμπα διαμέρισμα σούπερ λουξ 7ου ορόφου 90 τετραγωνικά πωλείται. Τηλ. 232-159.: [191, 592, 332, 621]
- classified-ad: ΟΙΚΟΔΟΜΙΚΑΙ επιχειρήσεις. Τηλ. 534-188.: [942, 570, 1083, 589]
- classified-ad: ΠΩΛΕΙΤΑΙ ενοικιαζόμενο. Τηλ. 811-810.: [1092, 509, 1234, 519]
- column-ads: [40, 144, 182, 1627]
- classified-ad: ΔΙΑΜΕΡΙΣΜΑ 73 τ.μ. 2Δ. ΣΤΡ Κ. ΑΩΣ 1.200.000 κάτω κάτω Μαρτίου. Τηλ. 844-646.: [642, 640, 783, 668]
- classified-ad: ΚΑΤΑΣΤΗΜΑ τριώροφο, ανατολικό τμήμα, κεντρικό 50.000 τ.μ. τιμή καλή. Τηλ. 265-880.: [341, 184, 482, 212]
- classified-ad: ΚΑΤΑΣΤΗΜΑΤΑ, Βατεχνικού χώρου σε όλες τις περιοχές, μεγάλες πωλήσεις, Ευθύμιος Εκπαιδευτικός, Ιωάννου Μιχαήλ 6. Τηλ. 265-880.: [341, 109, 482, 146]
- classified-ad: ΤΣΕΡΚΟΓΛΟΥ Κων/νος. Τηλ. 534-188.: [942, 799, 1077, 809]
- classified-ad: ΒΑΣΙΛΙΚΗ Μ. Μανθαίου και Βασ. Όλγας 126 τηλ. 811-810.: [1092, 109, 1234, 128]
- classified-ad: ΠΩΛΕΙΤΑΙ βίλλα 751 μ2 στο Πανόραμα. Μαντζή. Τηλ. 840-732.: [792, 556, 933, 574]
- classified-ad: ΠΩΛΕΙΤΑΙ γραφείο 30 μ2 λουξ. Τηλ. 532-026.: [40, 1174, 182, 1193]
- classified-ad: ΤΕΜΑΧΙΟ εντός σχεδίου περιοχής Φίλιας (Διαβατά) πωλείται 18 στρ. με 260 χλ. το στρέμμα. Τηλ. 525-668.: [40, 587, 182, 616]
- classified-ad: ΔΑΝΕΙΑ, διαθέτουμε διαμερίσματα. Αλεξίου, Τηλ. 840-694.: [341, 994, 482, 1013]
- classified-ad: ΔΙΑΜΕΡΙΣΜΑ 3ο στρ. ΚΑΥ Σ. Βούλγαρη 69 μ2, 2.250.000. Τηλ. 844-646.: [642, 473, 783, 492]
- classified-ad: ΚΑΤΩ Τούμπα διαμέρισμα λουξ 102 μ2 1.400.000 δρχ. Τηλ. 232-159.: [191, 568, 332, 588]
- classified-ad: ΠΥΛΑΙΑ, πανοραμική θέα 4 στρέμ. μόνο 4.000.000 και 750 μ2 750.000. Τηλ. 265-880.: [341, 770, 482, 799]
- classified-ad: ΔΙΑΜΕΡΙΣΜΑΤΑ στην Βυζαντινή 16 χλ. το μέτρο πωλούνται. Τηλ. 525-668.: [40, 200, 182, 219]
- classified-ad: ΔΙΑΜΕΡΙΣΜΑ 76 μ2 3 ΔΣΤΚΛ 750 χλ. Τηλ. 528.989.: [191, 825, 332, 844]
- classified-ad: ΠΩΛΕΙΤΑΙ: Τζάκι μονοκατοικία. Τηλ. 811-810.: [1092, 314, 1234, 333]
- classified-ad: ΤΡΙΓΛΙΑ 5 στρέμματα 180.000. Τηλ. 265-880.: [341, 723, 482, 742]
- classified-ad: ΑΠΟ Βιοτεχνία κατασκευής. Τηλ. 811-810.: [1092, 486, 1234, 505]
- classified-ad: ΡΕΤΙΡΕ 132 μ2 2.540.000 δρχ. Νέα Παραλία. Τηλ. 818-839.: [642, 1039, 783, 1059]
- classified-ad: ΓΙΑ να κάνετε γρήγορα και σωστά, συμβουλευτείτε μας. Σεβαλιάδης. Τηλ. 840-916.: [491, 636, 633, 664]
- classified-ad: ΒΙΟΤΕΧΝΙΚΟΣ χώρος 400 μ2. Τηλ. 811-810.: [1092, 218, 1234, 237]
- classified-ad: ΣΥΓΓΡΟΥ 6 Στην καρδιά της αγοράς. Τηλ. 534-188.: [942, 813, 1083, 832]
- classified-ad: ΔΙΑΜΕΡΙΣΜΑ - ρετιρέ σε όλες τις περιοχές της πόλης, Ιωάννου Μιχαήλ 6. Τηλ. 265-880.: [341, 316, 482, 344]
- classified-ad: ΒΥΖΑΝΤΙΟ Καλαμαριά 125, 120, 85, 74 μ2 μπροστά σε θάλασσα. Τηλ. 416-827.: [40, 950, 182, 969]
- classified-ad: ΕΞΟΧΙΚΑ διαμερίσματα. Τηλ. 534-188.: [942, 885, 1079, 895]
- classified-ad: ΠΩΛΕΙΤΑΙ διαμ. 3 ΔΣΤΚ 95 μ2 λουξ καλλ. κατασκ. Τηλ. 835-100.: [491, 484, 633, 503]
- classified-ad: ΚΟΝΤΑ στον Άγιο Δημήτριο, διαμέρισμα 4ος όροφος 1.250. Τηλ. 265-880.: [341, 382, 482, 411]
- classified-ad: ΑΓΡΟΤΕΜΑΧΙΟ 32 στρέμματα. Τηλ. 513-737.: [942, 451, 1083, 470]
